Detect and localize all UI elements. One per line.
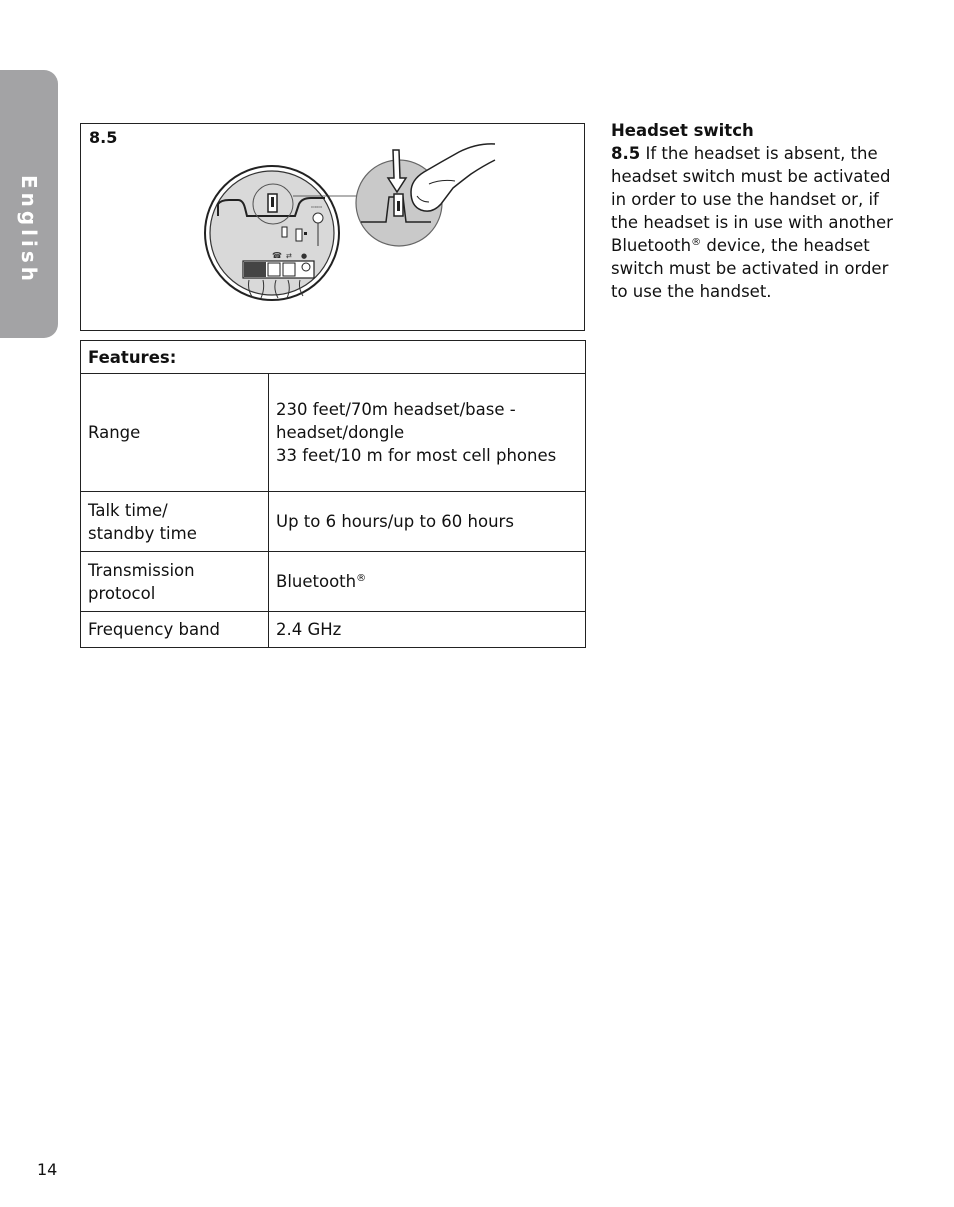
range-value-line: 230 feet/70m headset/base - [276,400,516,419]
headset-switch-section [611,119,901,303]
range-value [269,374,586,492]
talk-time-label-line: Talk time/ [88,500,168,520]
registered-mark: ® [691,237,702,248]
section-body [611,142,901,303]
svg-text:☎: ☎ [272,251,282,260]
svg-text:⇄: ⇄ [286,252,292,260]
frequency-value: 2.4 GHz [269,612,586,648]
features-table-header: Features: [81,341,586,374]
language-tab-label: English [17,174,41,286]
talk-time-label-line: standby time [88,523,197,543]
protocol-label [81,552,269,612]
section-heading: Headset switch [611,121,754,140]
table-row [81,492,586,552]
registered-mark: ® [356,573,367,584]
table-row [81,612,586,648]
range-value-line: headset/dongle [276,423,405,442]
protocol-label-line: protocol [88,583,156,603]
body-text-part1: If the headset is absent, the headset switch must be activated in order to use the handset or, if the headset is in use with another Bluetooth [611,144,893,255]
table-row [81,374,586,492]
base-station-illustration [81,124,584,330]
body-text-part2: device, the headset switch must be activated in order to use the handset. [611,236,889,301]
language-tab [0,70,58,338]
features-table [80,340,586,648]
talk-time-value: Up to 6 hours/up to 60 hours [269,492,586,552]
protocol-label-line: Transmission [88,560,195,580]
table-row [81,552,586,612]
figure-8-5 [80,123,585,331]
range-value-line: 33 feet/10 m for most cell phones [276,446,557,465]
protocol-value-text: Bluetooth [276,572,357,591]
figure-reference: 8.5 [611,144,641,163]
frequency-label: Frequency band [81,612,269,648]
talk-time-label [81,492,269,552]
page-number: 14 [37,1160,58,1179]
protocol-value [269,552,586,612]
svg-text:●: ● [301,252,308,260]
figure-label: 8.5 [89,128,118,147]
svg-text:▭▭▭: ▭▭▭ [311,204,323,209]
range-label: Range [81,374,269,492]
